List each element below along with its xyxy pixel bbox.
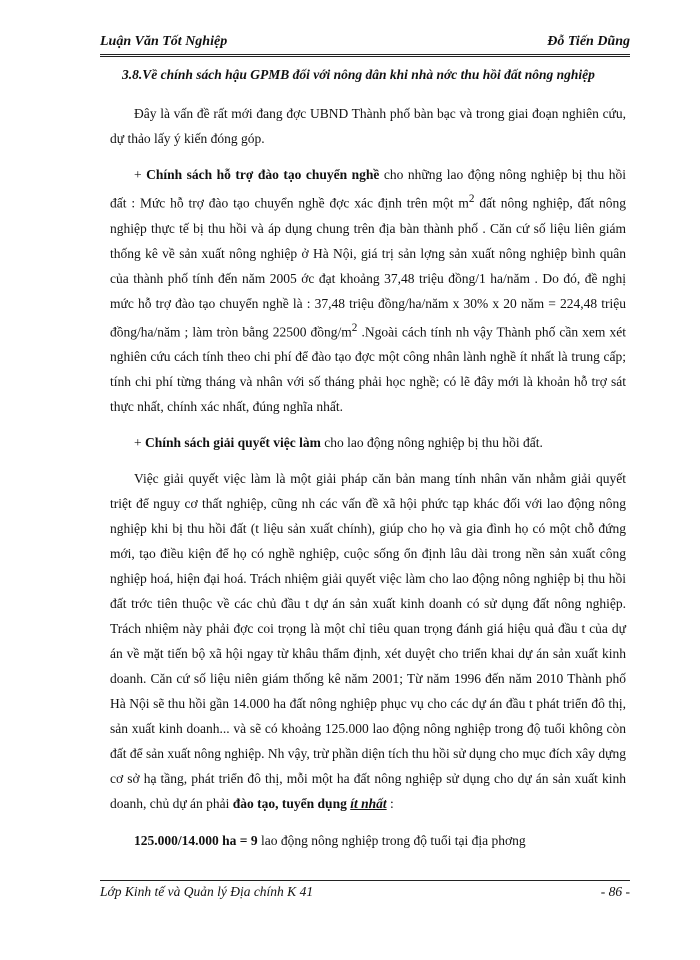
training-policy-text-a: cho những lao động nông nghiệp bị thu hồi đất : Mức hỗ trợ đào tạo chuyển nghề đợc xác định trên một m <box>110 167 626 211</box>
paragraph-employment-policy <box>110 430 626 455</box>
page-header <box>100 34 630 54</box>
training-policy-text-b: đất nông nghiệp, đất nông nghiệp thực tế bị thu hồi và áp dụng chung trên địa bàn thành phố . Căn cứ số liệu liên giám thống kê về sản xuất nông nghiệp ở Hà Nội, giá trị sản lợng sản xuất nông nghiệp bình quân của thành phố tính đến năm 2005 ớc đạt khoảng 37,48 triệu đồng/1 ha/năm . Do đó, đề nghị mức hỗ trợ đào tạo chuyển nghề là : 37,48 triệu đồng/ha/năm x 30% x 20 năm = 224,48 triệu đồng/ha/năm ; làm tròn bằng 22500 đồng/m <box>110 195 626 339</box>
paragraph-training-policy <box>110 162 626 419</box>
employment-detail-bold: đào tạo, tuyển dụng <box>232 796 347 811</box>
paragraph-formula <box>110 828 626 853</box>
employment-detail-colon: : <box>386 796 394 811</box>
superscript: 2 <box>468 193 475 205</box>
footer-rule <box>100 880 630 881</box>
employment-policy-text: cho lao động nông nghiệp bị thu hồi đất. <box>320 435 543 450</box>
paragraph-employment-detail <box>110 466 626 816</box>
bullet-prefix: + <box>134 435 145 450</box>
employment-policy-heading: Chính sách giải quyết việc làm <box>145 435 321 450</box>
employment-detail-underline: ít nhất <box>350 796 387 811</box>
formula-bold: 125.000/14.000 ha = 9 <box>134 833 258 848</box>
header-rule <box>100 54 630 57</box>
training-policy-text-c: .Ngoài cách tính nh vậy Thành phố cần xem xét nghiên cứu cách tính theo chi phí để đào tạo đợc một công nhân lành nghề ít nhất là trung cấp; tính chi phí từng tháng và nhân với số tháng phải học nghề; có lẽ đây mới là khoản hỗ trợ sát thực nhất, chính xác nhất, đúng nghĩa nhất. <box>110 324 626 414</box>
page-footer <box>100 884 630 904</box>
superscript: 2 <box>351 321 358 334</box>
header-author: Đỗ Tiến Dũng <box>547 34 630 49</box>
footer-class-name: Lớp Kinh tế và Quản lý Địa chính K 41 <box>100 884 314 899</box>
bullet-prefix: + <box>134 167 147 182</box>
formula-text: lao động nông nghiệp trong độ tuổi tại địa phơng <box>257 833 526 848</box>
employment-detail-text: Việc giải quyết việc làm là một giải pháp căn bản mang tính nhân văn nhằm giải quyết triệt để nguy cơ thất nghiệp, cũng nh các vấn đề xã hội phức tạp khác đối với lao động nông nghiệp khi bị thu hồi đất (t liệu sản xuất chính), giúp cho họ và gia đình họ có một chỗ đứng mới, tạo điều kiện để họ có nghề nghiệp, cuộc sống ổn định lâu dài trong nền sản xuất công nghiệp hoá, hiện đại hoá. Trách nhiệm giải quyết việc làm cho lao động nông nghiệp bị thu hồi đất trớc tiên thuộc về các chủ đầu t dự án sản xuất kinh doanh có sử dụng đất nông nghiệp. Trách nhiệm này phải đợc coi trọng là một chỉ tiêu quan trọng đánh giá hiệu quả đầu t của dự án về mặt tiến bộ xã hội ngay từ khâu thẩm định, xét duyệt cho triển khai dự án sản xuất kinh doanh. Căn cứ số liệu niên giám thống kê năm 2001; Từ năm 1996 đến năm 2010 Thành phố Hà Nội sẽ thu hồi gần 14.000 ha đất nông nghiệp phục vụ cho các dự án đầu t phát triển đô thị, sản xuất kinh doanh... và sẽ có khoảng 125.000 lao động nông nghiệp trong độ tuổi không còn đất để sản xuất nông nghiệp. Nh vậy, trừ phần diện tích thu hồi sử dụng cho mục đích xây dựng cơ sở hạ tầng, phát triển đô thị, mỗi một ha đất nông nghiệp sử dụng cho dự án sản xuất kinh doanh, chủ dự án phải <box>110 471 626 811</box>
page-number: - 86 - <box>600 884 630 899</box>
paragraph-intro: Đây là vấn đề rất mới đang đợc UBND Thành phố bàn bạc và trong giai đoạn nghiên cứu, dự thảo lấy ý kiến đóng góp. <box>110 106 626 146</box>
header-left-title: Luận Văn Tốt Nghiệp <box>100 34 228 49</box>
training-policy-heading: Chính sách hỗ trợ đào tạo chuyển nghề <box>146 167 380 182</box>
section-title: 3.8.Về chính sách hậu GPMB đối với nông dân khi nhà nớc thu hồi đất nông nghiệp <box>122 67 595 82</box>
page-body <box>110 62 626 864</box>
